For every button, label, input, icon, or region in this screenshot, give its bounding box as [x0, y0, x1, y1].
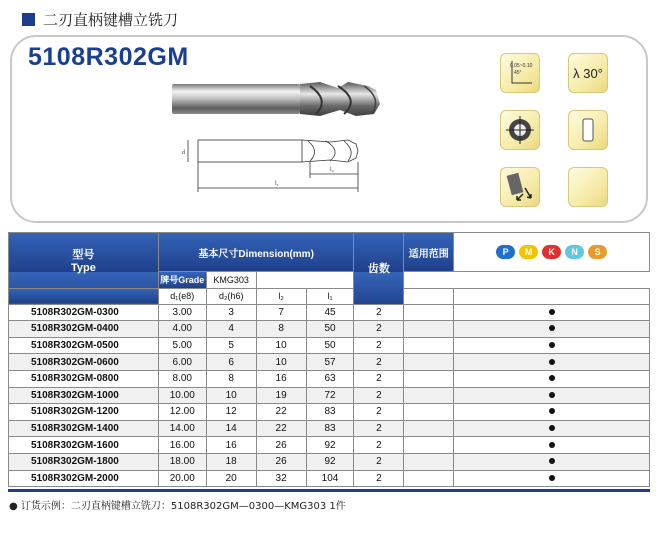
cell-grade — [454, 304, 650, 321]
cell-grade — [454, 470, 650, 487]
cell-l2: 32 — [256, 470, 306, 487]
center-cutting-icon — [500, 110, 540, 150]
cell-z: 2 — [354, 370, 404, 387]
plunge-icon — [500, 167, 540, 207]
cell-grade — [454, 370, 650, 387]
cell-l2: 19 — [256, 387, 306, 404]
col-range-header: 适用范围 — [404, 233, 454, 272]
cell-model: 5108R302GM-1600 — [9, 437, 159, 454]
table-row — [9, 404, 650, 421]
cell-d2: 5 — [206, 337, 256, 354]
table-row — [9, 453, 650, 470]
cell-l2: 10 — [256, 354, 306, 371]
dimension-drawing — [180, 132, 380, 202]
table-bottom-bar — [8, 489, 650, 492]
subhead-grade-blank — [454, 288, 650, 304]
cell-d2: 16 — [206, 437, 256, 454]
cell-l2: 22 — [256, 420, 306, 437]
iso-s-badge: S — [588, 245, 607, 259]
cell-grade — [454, 437, 650, 454]
cell-z: 2 — [354, 470, 404, 487]
cell-range — [404, 437, 454, 454]
cell-l1: 104 — [306, 470, 354, 487]
shank-icon — [568, 110, 608, 150]
section-header — [22, 8, 178, 30]
cell-d2: 10 — [206, 387, 256, 404]
cell-range — [404, 404, 454, 421]
availability-dot-icon — [549, 309, 555, 315]
cell-range — [404, 420, 454, 437]
product-model: 5108R302GM — [28, 43, 189, 71]
cell-l2: 16 — [256, 370, 306, 387]
cell-model: 5108R302GM-1000 — [9, 387, 159, 404]
cell-l2: 22 — [256, 404, 306, 421]
cell-d2: 20 — [206, 470, 256, 487]
cell-model: 5108R302GM-2000 — [9, 470, 159, 487]
iso-k-badge: K — [542, 245, 561, 259]
spec-table — [8, 232, 650, 487]
subhead-l1: l₁ — [306, 288, 354, 304]
cell-z: 2 — [354, 387, 404, 404]
order-example: ● 订货示例：二刃直柄键槽立铣刀：5108R302GM—0300—KMG303 1件 — [9, 501, 346, 512]
cell-d1: 8.00 — [158, 370, 206, 387]
col-model-header: 型号 Type — [9, 233, 159, 289]
end-mill-image — [170, 74, 390, 124]
availability-dot-icon — [549, 392, 555, 398]
availability-dot-icon — [549, 442, 555, 448]
cell-d1: 16.00 — [158, 437, 206, 454]
cell-range — [404, 470, 454, 487]
subhead-range-blank — [404, 288, 454, 304]
cell-model: 5108R302GM-0300 — [9, 304, 159, 321]
cell-grade — [454, 337, 650, 354]
section-title: 二刃直柄键槽立铣刀 — [43, 10, 179, 29]
table-row — [9, 437, 650, 454]
cell-l1: 50 — [306, 337, 354, 354]
cell-range — [404, 370, 454, 387]
iso-n-badge: N — [565, 245, 584, 259]
cell-model: 5108R302GM-0400 — [9, 321, 159, 338]
cell-l1: 83 — [306, 404, 354, 421]
table-row — [9, 321, 650, 338]
cell-grade — [454, 354, 650, 371]
col-dims-header: 基本尺寸Dimension(mm) — [158, 233, 354, 272]
availability-dot-icon — [549, 359, 555, 365]
cell-z: 2 — [354, 453, 404, 470]
l2-label: l₂ — [330, 167, 334, 173]
col-teeth-header: 齿数 — [354, 233, 404, 305]
cell-model: 5108R302GM-0600 — [9, 354, 159, 371]
cell-d1: 18.00 — [158, 453, 206, 470]
cell-d1: 6.00 — [158, 354, 206, 371]
cell-l1: 92 — [306, 437, 354, 454]
cell-grade — [454, 404, 650, 421]
cell-l1: 63 — [306, 370, 354, 387]
cell-d2: 6 — [206, 354, 256, 371]
cell-l2: 26 — [256, 437, 306, 454]
iso-m-badge: M — [519, 245, 538, 259]
availability-dot-icon — [549, 325, 555, 331]
d-label: d — [182, 150, 185, 156]
table-row — [9, 304, 650, 321]
cell-range — [404, 321, 454, 338]
cell-z: 2 — [354, 420, 404, 437]
col-grade-header: 牌号Grade — [158, 272, 206, 289]
cell-l1: 45 — [306, 304, 354, 321]
cell-grade — [454, 420, 650, 437]
cell-d1: 20.00 — [158, 470, 206, 487]
cell-z: 2 — [354, 404, 404, 421]
cell-d1: 5.00 — [158, 337, 206, 354]
cell-d1: 10.00 — [158, 387, 206, 404]
iso-groups — [454, 233, 650, 272]
cell-z: 2 — [354, 321, 404, 338]
availability-dot-icon — [549, 375, 555, 381]
availability-dot-icon — [549, 458, 555, 464]
cell-model: 5108R302GM-1200 — [9, 404, 159, 421]
cell-z: 2 — [354, 437, 404, 454]
table-row — [9, 470, 650, 487]
cell-range — [404, 354, 454, 371]
cell-range — [404, 304, 454, 321]
svg-text:45°: 45° — [514, 70, 522, 76]
cell-l1: 50 — [306, 321, 354, 338]
cell-z: 2 — [354, 354, 404, 371]
cell-d2: 14 — [206, 420, 256, 437]
availability-dot-icon — [549, 408, 555, 414]
cell-l1: 92 — [306, 453, 354, 470]
cell-range — [404, 387, 454, 404]
table-row — [9, 354, 650, 371]
cell-model: 5108R302GM-0500 — [9, 337, 159, 354]
cell-d1: 12.00 — [158, 404, 206, 421]
cell-l1: 83 — [306, 420, 354, 437]
availability-dot-icon — [549, 475, 555, 481]
cell-range — [404, 337, 454, 354]
cell-z: 2 — [354, 304, 404, 321]
table-row — [9, 387, 650, 404]
table-row — [9, 370, 650, 387]
cell-model: 5108R302GM-0800 — [9, 370, 159, 387]
cell-grade — [454, 453, 650, 470]
cell-d2: 18 — [206, 453, 256, 470]
l1-label: l₁ — [275, 181, 279, 187]
cell-d2: 4 — [206, 321, 256, 338]
cell-d2: 12 — [206, 404, 256, 421]
helix-angle-icon: λ 30° — [568, 53, 608, 93]
cell-model: 5108R302GM-1400 — [9, 420, 159, 437]
cell-range — [404, 453, 454, 470]
cell-grade — [454, 387, 650, 404]
cell-d1: 14.00 — [158, 420, 206, 437]
cell-l2: 8 — [256, 321, 306, 338]
cell-z: 2 — [354, 337, 404, 354]
cell-d2: 8 — [206, 370, 256, 387]
availability-dot-icon — [549, 342, 555, 348]
cell-d2: 3 — [206, 304, 256, 321]
cell-l2: 26 — [256, 453, 306, 470]
subhead-d1: d₁(e8) — [158, 288, 206, 304]
cell-l1: 57 — [306, 354, 354, 371]
cell-l1: 72 — [306, 387, 354, 404]
blank-icon — [568, 167, 608, 207]
subhead-l2: l₂ — [256, 288, 306, 304]
subhead-d2: d₂(h6) — [206, 288, 256, 304]
chamfer-icon — [500, 53, 540, 93]
cell-d1: 3.00 — [158, 304, 206, 321]
table-row — [9, 420, 650, 437]
cell-d1: 4.00 — [158, 321, 206, 338]
availability-dot-icon — [549, 425, 555, 431]
cell-l2: 10 — [256, 337, 306, 354]
svg-text:0.05~0.10: 0.05~0.10 — [510, 63, 533, 69]
table-row — [9, 337, 650, 354]
grade-value: KMG303 — [206, 272, 256, 289]
subhead-blank — [9, 288, 159, 304]
cell-model: 5108R302GM-1800 — [9, 453, 159, 470]
cell-grade — [454, 321, 650, 338]
header-square-icon — [22, 13, 35, 26]
cell-l2: 7 — [256, 304, 306, 321]
iso-p-badge: P — [496, 245, 515, 259]
